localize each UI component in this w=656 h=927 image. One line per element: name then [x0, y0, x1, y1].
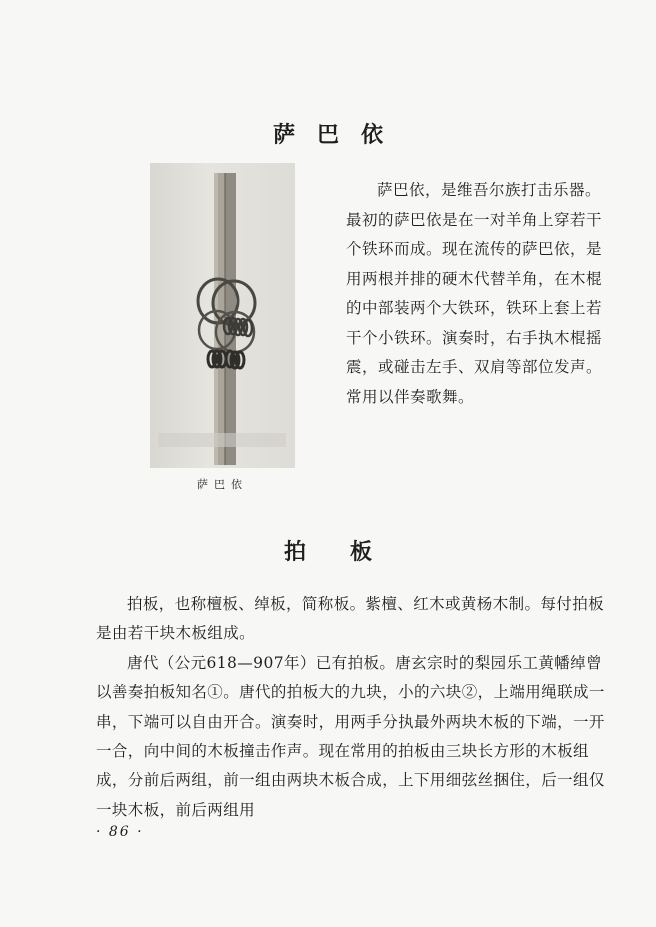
sabayi-paragraph: 萨巴依，是维吾尔族打击乐器。最初的萨巴依是在一对羊角上穿若干个铁环而成。现在流传的萨巴依，是用两根并排的硬木代替羊角，在木棍的中部装两个大铁环，铁环上套上若干个小铁环。演奏时，右手执木棍摇震，或碰击左手、双肩等部位发声。常用以伴奏歌舞。 — [346, 181, 603, 406]
small-iron-rings-lower — [208, 351, 244, 368]
paiban-paragraph-2: 唐代（公元618—907年）已有拍板。唐玄宗时的梨园乐工黄幡绰曾以善奏拍板知名①。唐代的拍板大的九块，小的六块②，上端用绳联成一串，下端可以自由开合。演奏时，用两手分执最外两块木板的下端，一开一合，向中间的木板撞击作声。现在常用的拍板由三块长方形的木板组成，分前后两组，前一组由两块木板合成，上下用细弦丝捆住，后一组仅一块木板，前后两组用 — [96, 653, 605, 819]
paiban-paragraph-1: 拍板，也称檀板、绰板，简称板。紫檀、红木或黄杨木制。每付拍板是由若干块木板组成。 — [96, 595, 605, 643]
section-title-paiban: 拍板 — [283, 539, 416, 565]
sabayi-photo — [150, 163, 295, 468]
section-title-sabayi: 萨巴依 — [272, 122, 405, 148]
page-number: · 86 · — [96, 824, 144, 840]
sabayi-instrument-illustration — [150, 163, 295, 468]
sabayi-description — [346, 176, 614, 412]
paiban-description — [96, 590, 616, 825]
figure-caption: 萨巴依 — [197, 478, 248, 491]
